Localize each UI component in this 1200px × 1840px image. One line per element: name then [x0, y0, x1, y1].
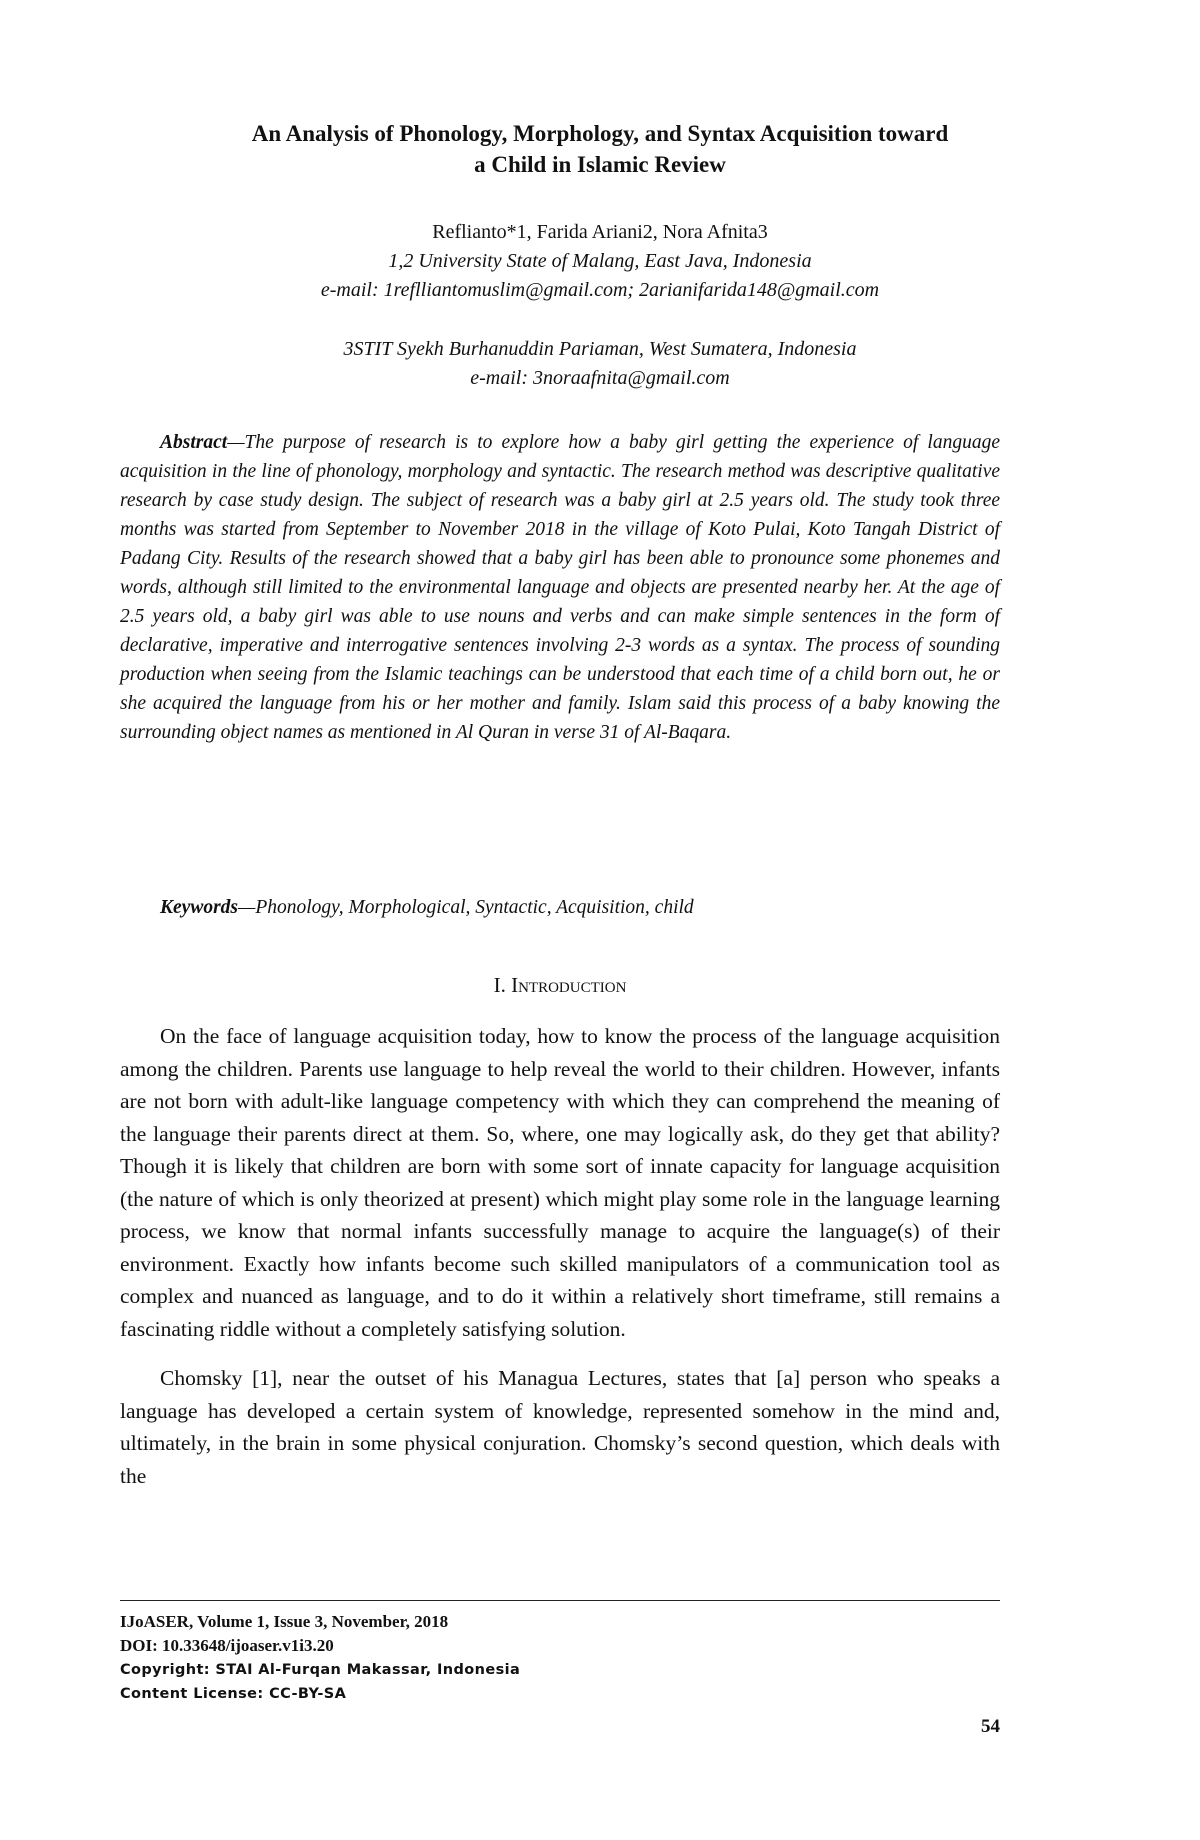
copyright: Copyright: STAI Al-Furqan Makassar, Indonesia: [120, 1662, 521, 1678]
author-emails-2: e-mail: 3noraafnita@gmail.com: [470, 367, 730, 389]
paragraph: Chomsky [1], near the outset of his Managua Lectures, states that [a] person who speaks a language has developed a certain system of knowledge, represented somehow in the mind and, ultimately, in the brain in some physical conjuration. Chomsky’s second question, which deals with the: [120, 1366, 1000, 1488]
abstract: [120, 428, 1000, 747]
author-block: [120, 218, 1080, 305]
license: Content License: CC-BY-SA: [120, 1686, 347, 1702]
footer: [120, 1610, 520, 1706]
body-text: [120, 1020, 1000, 1509]
journal-info: IJoASER, Volume 1, Issue 3, November, 2018: [120, 1612, 449, 1631]
abstract-text: —The purpose of research is to explore how a baby girl getting the experience of language acquisition in the line of phonology, morphology and syntactic. The research method was descriptive qualitative research by case study design. The subject of research was a baby girl at 2.5 years old. The study took three months was started from September to November 2018 in the village of Koto Pulai, Koto Tangah District of Padang City. Results of the research showed that a baby girl has been able to pronounce some phonemes and words, although still limited to the environmental language and objects are presented nearby her. At the age of 2.5 years old, a baby girl was able to use nouns and verbs and can make simple sentences in the form of declarative, imperative and interrogative sentences involving 2-3 words as a syntax. The process of sounding production when seeing from the Islamic teachings can be understood that each time of a child born out, he or she acquired the language from his or her mother and family. Islam said this process of a baby knowing the surrounding object names as mentioned in Al Quran in verse 31 of Al-Baqara.: [120, 432, 1000, 743]
affiliation-2: 3STIT Syekh Burhanuddin Pariaman, West Sumatera, Indonesia: [343, 338, 857, 360]
page-number: 54: [981, 1716, 1000, 1737]
abstract-label: Abstract: [160, 432, 228, 453]
keywords-label: Keywords: [160, 897, 238, 918]
keywords: [120, 893, 1000, 922]
title-line-2: a Child in Islamic Review: [474, 152, 726, 177]
paragraph: On the face of language acquisition today, how to know the process of the language acquisition among the children. Parents use language to help reveal the world to their children. However, infants are not born with adult-like language competency with which they can comprehend the meaning of the language their parents direct at them. So, where, one may logically ask, do they get that ability? Though it is likely that children are born with some sort of innate capacity for language acquisition (the nature of which is only theorized at present) which might play some role in the language learning process, we know that normal infants successfully manage to acquire the language(s) of their environment. Exactly how infants become such skilled manipulators of a communication tool as complex and nuanced as language, and to do it within a relatively short timeframe, still remains a fascinating riddle without a completely satisfying solution.: [120, 1024, 1000, 1341]
title-line-1: An Analysis of Phonology, Morphology, and Syntax Acquisition toward: [251, 121, 949, 146]
footer-rule: [120, 1600, 1000, 1601]
doi: DOI: 10.33648/ijoaser.v1i3.20: [120, 1636, 334, 1655]
affiliation-1: 1,2 University State of Malang, East Java, Indonesia: [388, 250, 812, 272]
section-heading: I. Introduction: [493, 973, 627, 997]
author-emails-1: e-mail: 1reflliantomuslim@gmail.com; 2arianifarida148@gmail.com: [320, 279, 880, 301]
affiliation-block-2: [120, 335, 1080, 393]
paper-title: [120, 118, 1080, 180]
keywords-text: —Phonology, Morphological, Syntactic, Acquisition, child: [238, 897, 694, 918]
author-names: Reflianto*1, Farida Ariani2, Nora Afnita3: [432, 221, 768, 243]
